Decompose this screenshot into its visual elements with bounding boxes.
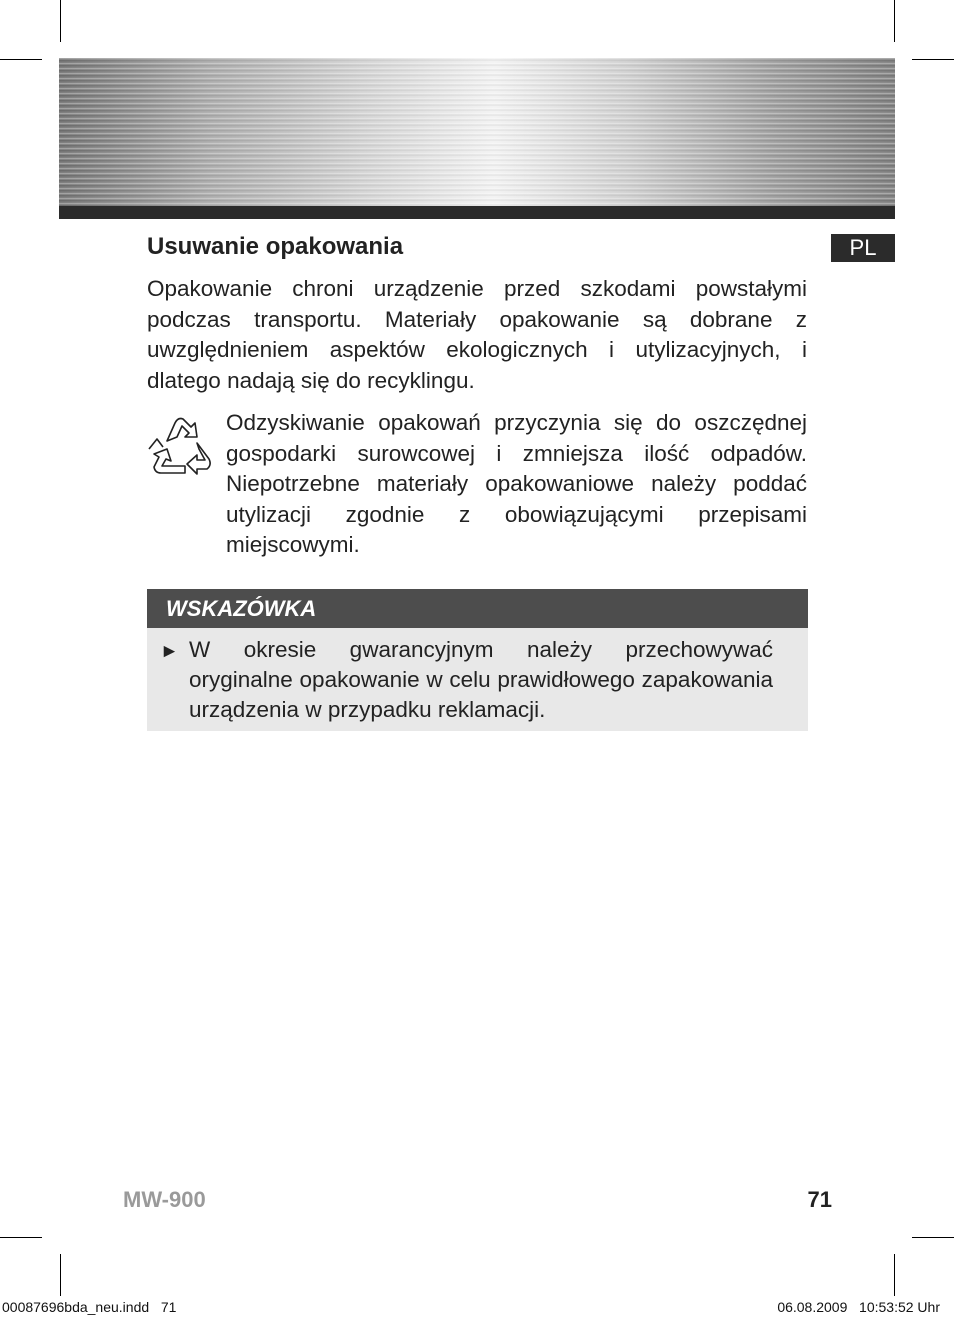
crop-mark [0,1237,42,1238]
note-header [147,589,808,628]
note-text: W okresie gwarancyjnym należy przechowywać oryginalne opakowanie w celu prawidłowego zapakowania urządzenia w przypadku reklamacji. [189,637,773,722]
recycling-paragraph: Odzyskiwanie opakowań przyczynia się do oszczędnej gospodarki surowcowej i zmniejsza ilość odpadów. Niepotrzebne materiały opakowaniowe należy poddać utylizacji zgodnie z obowiązującymi przepisami miejscowymi. [226,410,807,557]
page-number: 71 [807,1187,832,1212]
intro-paragraph: Opakowanie chroni urządzenie przed szkodami powstałymi podczas transportu. Materiały opakowanie są dobrane z uwzględnieniem aspektów ekologicznych i utylizacyjnych, i dlatego nadają się do recyklingu. [147,276,807,393]
header-banner-bar [59,206,895,219]
section-title: Usuwanie opakowania [147,233,404,260]
header-banner [59,58,895,206]
crop-mark [894,1254,895,1296]
crop-mark [60,1254,61,1296]
note-box [147,589,808,731]
crop-mark [894,0,895,42]
note-title: WSKAZÓWKA [166,596,317,621]
recycle-icon [145,411,219,483]
bullet-arrow-icon: ► [160,641,179,662]
print-slug-timestamp: 06.08.2009 10:53:52 Uhr [777,1299,940,1315]
language-tab: PL [831,234,895,262]
crop-mark [0,59,42,60]
crop-mark [912,59,954,60]
print-slug-file: 00087696bda_neu.indd 71 [2,1299,177,1315]
crop-mark [912,1237,954,1238]
model-name: MW-900 [123,1187,206,1212]
crop-mark [60,0,61,42]
